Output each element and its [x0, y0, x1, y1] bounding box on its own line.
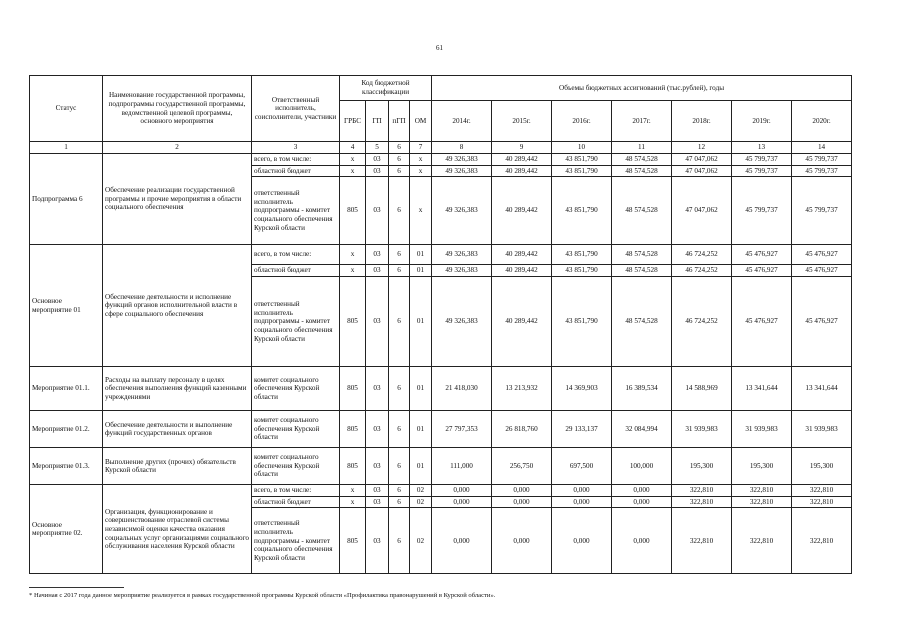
- executor-cell: всего, в том числе:: [252, 485, 340, 497]
- value-cell: 0,000: [492, 496, 552, 508]
- value-cell: 14 588,969: [672, 367, 732, 411]
- value-cell: 45 476,927: [792, 245, 852, 265]
- code-pgp-cell: 6: [389, 411, 410, 448]
- code-grbs-cell: 805: [340, 367, 366, 411]
- value-cell: 21 418,030: [432, 367, 492, 411]
- column-number: 6: [389, 142, 410, 154]
- header-year: 2020г.: [792, 101, 852, 142]
- column-number: 5: [366, 142, 389, 154]
- executor-cell: областной бюджет: [252, 496, 340, 508]
- code-gp-cell: 03: [366, 245, 389, 265]
- value-cell: 0,000: [612, 508, 672, 574]
- value-cell: 27 797,353: [432, 411, 492, 448]
- column-number: 3: [252, 142, 340, 154]
- header-executor: Ответственный исполнитель, соисполнители, участники: [252, 76, 340, 142]
- executor-cell: областной бюджет: [252, 165, 340, 177]
- table-row: [30, 367, 852, 411]
- value-cell: 31 939,983: [732, 411, 792, 448]
- column-number: 11: [612, 142, 672, 154]
- value-cell: 49 326,383: [432, 245, 492, 265]
- header-volumes: Объемы бюджетных ассигнований (тыс.рублей), годы: [432, 76, 852, 101]
- executor-cell: ответственный исполнитель подпрограммы - комитет социального обеспечения Курской области: [252, 177, 340, 245]
- executor-cell: комитет социального обеспечения Курской области: [252, 411, 340, 448]
- footnote-divider: [29, 587, 124, 588]
- header-gp: ГП: [366, 101, 389, 142]
- value-cell: 45 799,737: [792, 177, 852, 245]
- code-grbs-cell: х: [340, 265, 366, 277]
- value-cell: 0,000: [492, 508, 552, 574]
- program-name-cell: Расходы на выплату персоналу в целях обеспечения выполнения функций казенными учреждениями: [103, 367, 252, 411]
- value-cell: 195,300: [732, 448, 792, 485]
- value-cell: 322,810: [792, 508, 852, 574]
- code-om-cell: 01: [410, 277, 432, 367]
- table-row: [30, 411, 852, 448]
- code-pgp-cell: 6: [389, 496, 410, 508]
- value-cell: 195,300: [792, 448, 852, 485]
- column-number: 12: [672, 142, 732, 154]
- value-cell: 40 289,442: [492, 245, 552, 265]
- header-code: Код бюджетной классификации: [340, 76, 432, 101]
- footnote: * Начиная с 2017 года данное мероприятие реализуется в рамках государственной программы Курской области «Профилактика правонарушений в Курской области».: [29, 592, 496, 599]
- value-cell: 322,810: [792, 496, 852, 508]
- value-cell: 40 289,442: [492, 177, 552, 245]
- value-cell: 13 341,644: [792, 367, 852, 411]
- code-grbs-cell: х: [340, 485, 366, 497]
- value-cell: 697,500: [552, 448, 612, 485]
- value-cell: 49 326,383: [432, 154, 492, 166]
- code-om-cell: 01: [410, 265, 432, 277]
- value-cell: 43 851,790: [552, 277, 612, 367]
- value-cell: 322,810: [732, 508, 792, 574]
- value-cell: 0,000: [552, 496, 612, 508]
- value-cell: 48 574,528: [612, 265, 672, 277]
- column-number: 8: [432, 142, 492, 154]
- value-cell: 322,810: [732, 496, 792, 508]
- table-row: [30, 154, 852, 166]
- code-om-cell: х: [410, 177, 432, 245]
- column-number: 14: [792, 142, 852, 154]
- column-number: 4: [340, 142, 366, 154]
- value-cell: 40 289,442: [492, 165, 552, 177]
- column-number: 7: [410, 142, 432, 154]
- value-cell: 45 476,927: [732, 265, 792, 277]
- value-cell: 0,000: [492, 485, 552, 497]
- value-cell: 48 574,528: [612, 277, 672, 367]
- value-cell: 49 326,383: [432, 265, 492, 277]
- code-gp-cell: 03: [366, 508, 389, 574]
- value-cell: 49 326,383: [432, 277, 492, 367]
- status-cell: Мероприятие 01.2.: [30, 411, 103, 448]
- value-cell: 46 724,252: [672, 277, 732, 367]
- value-cell: 0,000: [432, 496, 492, 508]
- value-cell: 32 084,994: [612, 411, 672, 448]
- value-cell: 322,810: [672, 485, 732, 497]
- header-year: 2016г.: [552, 101, 612, 142]
- header-year: 2018г.: [672, 101, 732, 142]
- code-grbs-cell: 805: [340, 277, 366, 367]
- header-status: Статус: [30, 76, 103, 142]
- executor-cell: комитет социального обеспечения Курской области: [252, 367, 340, 411]
- code-grbs-cell: х: [340, 496, 366, 508]
- value-cell: 43 851,790: [552, 265, 612, 277]
- code-gp-cell: 03: [366, 496, 389, 508]
- code-om-cell: 01: [410, 245, 432, 265]
- header-grbs: ГРБС: [340, 101, 366, 142]
- table-row: [30, 448, 852, 485]
- code-om-cell: 01: [410, 448, 432, 485]
- value-cell: 45 799,737: [732, 154, 792, 166]
- value-cell: 47 047,062: [672, 154, 732, 166]
- value-cell: 0,000: [432, 485, 492, 497]
- code-grbs-cell: х: [340, 245, 366, 265]
- code-pgp-cell: 6: [389, 508, 410, 574]
- value-cell: 256,750: [492, 448, 552, 485]
- value-cell: 45 799,737: [792, 154, 852, 166]
- code-grbs-cell: 805: [340, 411, 366, 448]
- value-cell: 46 724,252: [672, 245, 732, 265]
- value-cell: 47 047,062: [672, 177, 732, 245]
- header-pgp: пГП: [389, 101, 410, 142]
- value-cell: 322,810: [732, 485, 792, 497]
- code-grbs-cell: 805: [340, 448, 366, 485]
- value-cell: 43 851,790: [552, 177, 612, 245]
- status-cell: Подпрограмма 6: [30, 154, 103, 245]
- code-pgp-cell: 6: [389, 245, 410, 265]
- code-om-cell: 01: [410, 367, 432, 411]
- value-cell: 40 289,442: [492, 154, 552, 166]
- value-cell: 16 389,534: [612, 367, 672, 411]
- value-cell: 45 799,737: [792, 165, 852, 177]
- status-cell: Мероприятие 01.1.: [30, 367, 103, 411]
- value-cell: 45 799,737: [732, 177, 792, 245]
- value-cell: 322,810: [672, 496, 732, 508]
- value-cell: 13 213,932: [492, 367, 552, 411]
- column-number: 10: [552, 142, 612, 154]
- executor-cell: всего, в том числе:: [252, 245, 340, 265]
- code-om-cell: 02: [410, 485, 432, 497]
- value-cell: 29 133,137: [552, 411, 612, 448]
- program-name-cell: Обеспечение деятельности и исполнение функций органов исполнительной власти в сфере социального обеспечения: [103, 245, 252, 367]
- code-om-cell: х: [410, 165, 432, 177]
- value-cell: 47 047,062: [672, 165, 732, 177]
- value-cell: 48 574,528: [612, 165, 672, 177]
- code-grbs-cell: х: [340, 165, 366, 177]
- program-name-cell: Обеспечение деятельности и выполнение функций государственных органов: [103, 411, 252, 448]
- value-cell: 0,000: [432, 508, 492, 574]
- value-cell: 0,000: [552, 508, 612, 574]
- code-gp-cell: 03: [366, 448, 389, 485]
- header-om: ОМ: [410, 101, 432, 142]
- value-cell: 26 818,760: [492, 411, 552, 448]
- budget-table: [29, 75, 852, 574]
- executor-cell: ответственный исполнитель подпрограммы - комитет социального обеспечения Курской области: [252, 277, 340, 367]
- header-year: 2015г.: [492, 101, 552, 142]
- value-cell: 45 476,927: [732, 277, 792, 367]
- value-cell: 31 939,983: [672, 411, 732, 448]
- value-cell: 48 574,528: [612, 177, 672, 245]
- page-number: 61: [436, 44, 443, 52]
- executor-cell: ответственный исполнитель подпрограммы - комитет социального обеспечения Курской области: [252, 508, 340, 574]
- column-number: 13: [732, 142, 792, 154]
- code-gp-cell: 03: [366, 177, 389, 245]
- value-cell: 40 289,442: [492, 277, 552, 367]
- value-cell: 45 799,737: [732, 165, 792, 177]
- code-pgp-cell: 6: [389, 177, 410, 245]
- code-gp-cell: 03: [366, 265, 389, 277]
- code-pgp-cell: 6: [389, 448, 410, 485]
- value-cell: 45 476,927: [732, 245, 792, 265]
- value-cell: 48 574,528: [612, 245, 672, 265]
- header-year: 2019г.: [732, 101, 792, 142]
- program-name-cell: Обеспечение реализации государственной программы и прочие мероприятия в области социального обеспечения: [103, 154, 252, 245]
- header-year: 2014г.: [432, 101, 492, 142]
- value-cell: 13 341,644: [732, 367, 792, 411]
- code-om-cell: х: [410, 154, 432, 166]
- program-name-cell: Организация, функционирование и совершенствование отраслевой системы независимой оценки качества оказания социальных услуг организациями социального обслуживания населения Курской области: [103, 485, 252, 574]
- code-pgp-cell: 6: [389, 485, 410, 497]
- header-year: 2017г.: [612, 101, 672, 142]
- column-number: 2: [103, 142, 252, 154]
- header-name: Наименование государственной программы, подпрограммы государственной программы, ведомственной целевой программы, основного мероприятия: [103, 76, 252, 142]
- code-om-cell: 02: [410, 496, 432, 508]
- value-cell: 100,000: [612, 448, 672, 485]
- code-pgp-cell: 6: [389, 265, 410, 277]
- value-cell: 322,810: [792, 485, 852, 497]
- code-gp-cell: 03: [366, 485, 389, 497]
- column-number: 1: [30, 142, 103, 154]
- code-pgp-cell: 6: [389, 154, 410, 166]
- value-cell: 0,000: [612, 496, 672, 508]
- code-grbs-cell: х: [340, 154, 366, 166]
- value-cell: 49 326,383: [432, 177, 492, 245]
- code-gp-cell: 03: [366, 367, 389, 411]
- code-grbs-cell: 805: [340, 508, 366, 574]
- value-cell: 43 851,790: [552, 245, 612, 265]
- value-cell: 111,000: [432, 448, 492, 485]
- code-om-cell: 02: [410, 508, 432, 574]
- value-cell: 40 289,442: [492, 265, 552, 277]
- code-gp-cell: 03: [366, 411, 389, 448]
- code-grbs-cell: 805: [340, 177, 366, 245]
- code-gp-cell: 03: [366, 154, 389, 166]
- value-cell: 14 369,903: [552, 367, 612, 411]
- value-cell: 49 326,383: [432, 165, 492, 177]
- executor-cell: областной бюджет: [252, 265, 340, 277]
- status-cell: Основное мероприятие 02.: [30, 485, 103, 574]
- value-cell: 322,810: [672, 508, 732, 574]
- program-name-cell: Выполнение других (прочих) обязательств Курской области: [103, 448, 252, 485]
- value-cell: 48 574,528: [612, 154, 672, 166]
- code-gp-cell: 03: [366, 277, 389, 367]
- code-pgp-cell: 6: [389, 165, 410, 177]
- table-row: [30, 485, 852, 497]
- code-pgp-cell: 6: [389, 367, 410, 411]
- code-gp-cell: 03: [366, 165, 389, 177]
- executor-cell: комитет социального обеспечения Курской области: [252, 448, 340, 485]
- value-cell: 43 851,790: [552, 154, 612, 166]
- value-cell: 45 476,927: [792, 277, 852, 367]
- code-pgp-cell: 6: [389, 277, 410, 367]
- value-cell: 31 939,983: [792, 411, 852, 448]
- value-cell: 45 476,927: [792, 265, 852, 277]
- value-cell: 46 724,252: [672, 265, 732, 277]
- value-cell: 0,000: [612, 485, 672, 497]
- executor-cell: всего, в том числе:: [252, 154, 340, 166]
- table-row: [30, 245, 852, 265]
- value-cell: 195,300: [672, 448, 732, 485]
- code-om-cell: 01: [410, 411, 432, 448]
- column-number: 9: [492, 142, 552, 154]
- value-cell: 0,000: [552, 485, 612, 497]
- value-cell: 43 851,790: [552, 165, 612, 177]
- status-cell: Основное мероприятие 01: [30, 245, 103, 367]
- status-cell: Мероприятие 01.3.: [30, 448, 103, 485]
